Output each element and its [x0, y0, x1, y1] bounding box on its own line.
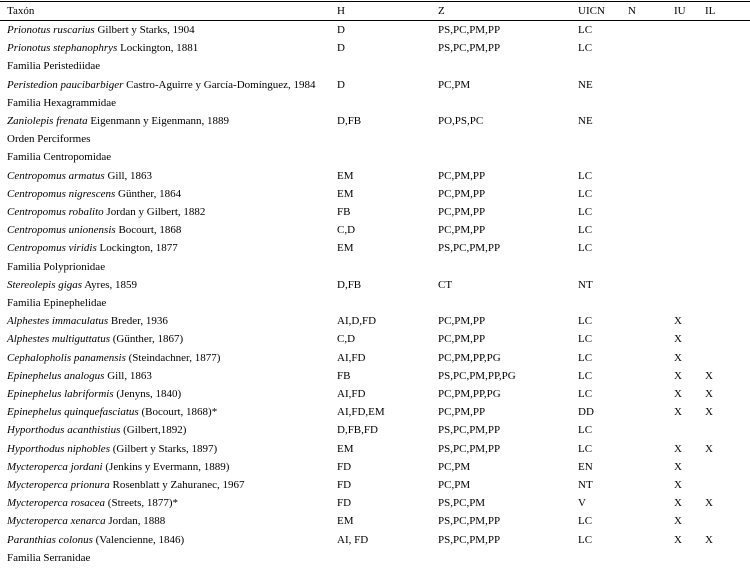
taxon-cell — [7, 221, 181, 239]
group-row — [0, 148, 750, 166]
species-name: Epinephelus analogus — [7, 369, 105, 382]
species-name: Cephalopholis panamensis — [7, 351, 126, 364]
header-n: N — [628, 5, 636, 17]
habitat-cell: C,D — [337, 224, 356, 237]
author-citation: (Streets, 1877)* — [107, 497, 179, 510]
group-label: Familia Centropomidae — [7, 151, 112, 164]
habitat-cell: FD — [337, 497, 352, 510]
habitat-cell: D — [337, 42, 345, 55]
table-row — [0, 312, 750, 330]
uicn-cell: LC — [578, 169, 593, 182]
iu-cell: X — [674, 460, 682, 473]
author-citation: Castro-Aguirre y García-Domínguez, 1984 — [126, 78, 316, 91]
species-name: Prionotus stephanophrys — [7, 42, 118, 55]
taxon-cell — [7, 312, 168, 330]
group-row — [0, 258, 750, 276]
zone-cell: PS,PC,PM,PP — [438, 42, 501, 55]
species-name: Prionotus ruscarius — [7, 24, 95, 36]
table-row — [0, 39, 750, 57]
habitat-cell: AI,FD — [337, 388, 366, 400]
table-row — [0, 167, 750, 185]
zone-cell: PC,PM — [438, 479, 471, 491]
species-name: Epinephelus quinquefasciatus — [7, 406, 139, 419]
author-citation: Gill, 1863 — [107, 169, 153, 182]
zone-cell: PS,PC,PM,PP — [438, 442, 501, 455]
author-citation: Eigenmann y Eigenmann, 1889 — [90, 115, 230, 127]
species-name: Centropomus viridis — [7, 242, 97, 255]
habitat-cell: AI, FD — [337, 533, 369, 546]
table-row — [0, 221, 750, 239]
zone-cell: PC,PM — [438, 460, 471, 473]
uicn-cell: LC — [578, 224, 593, 237]
zone-cell: PC,PM,PP,PG — [438, 388, 501, 400]
iu-cell: X — [674, 497, 682, 510]
group-label: Familia Polyprionidae — [7, 260, 106, 273]
species-name: Alphestes multiguttatus — [7, 333, 110, 346]
species-name: Centropomus nigrescens — [7, 187, 116, 200]
zone-cell: PC,PM,PP — [438, 315, 486, 328]
iu-cell: X — [674, 533, 682, 546]
zone-cell: PS,PC,PM,PP — [438, 533, 501, 546]
taxon-cell — [7, 330, 183, 348]
uicn-cell: LC — [578, 206, 593, 218]
taxon-cell — [7, 458, 229, 476]
table-row — [0, 531, 750, 549]
taxon-cell — [7, 476, 244, 494]
taxon-cell — [7, 531, 184, 549]
iu-cell: X — [674, 333, 682, 346]
iu-cell: X — [674, 351, 682, 364]
uicn-cell: DD — [578, 406, 594, 419]
author-citation: Günther, 1864 — [118, 187, 182, 200]
author-citation: (Valencienne, 1846) — [95, 533, 185, 546]
uicn-cell: LC — [578, 515, 593, 528]
table-row — [0, 403, 750, 421]
iu-cell: X — [674, 369, 682, 382]
author-citation: (Bocourt, 1868)* — [141, 406, 218, 419]
author-citation: Rosenblatt y Zahuranec, 1967 — [112, 479, 245, 491]
habitat-cell: EM — [337, 169, 354, 182]
table-row — [0, 203, 750, 221]
table-row — [0, 276, 750, 294]
table-row — [0, 512, 750, 530]
iu-cell: X — [674, 479, 682, 491]
habitat-cell: AI,D,FD — [337, 315, 377, 328]
taxon-cell — [7, 349, 220, 367]
habitat-cell: EM — [337, 187, 354, 200]
author-citation: Jordan, 1888 — [108, 515, 166, 528]
species-name: Centropomus armatus — [7, 169, 105, 182]
uicn-cell: EN — [578, 460, 593, 473]
habitat-cell: C,D — [337, 333, 356, 346]
table-row — [0, 440, 750, 458]
uicn-cell: LC — [578, 315, 593, 328]
header-z: Z — [438, 5, 445, 17]
table-row — [0, 185, 750, 203]
taxon-cell — [7, 440, 217, 458]
author-citation: Breder, 1936 — [110, 315, 168, 328]
group-row — [0, 130, 750, 148]
group-row — [0, 94, 750, 112]
table-row — [0, 349, 750, 367]
header-taxon: Taxón — [7, 5, 35, 17]
uicn-cell: LC — [578, 388, 593, 400]
header-h: H — [337, 5, 345, 17]
zone-cell: PS,PC,PM,PP — [438, 424, 501, 437]
zone-cell: PC,PM,PP — [438, 206, 486, 218]
table-row — [0, 76, 750, 94]
species-name: Centropomus unionensis — [7, 224, 116, 237]
group-label: Familia Hexagrammidae — [7, 96, 117, 109]
taxon-cell — [7, 76, 316, 94]
header-il: IL — [705, 5, 716, 17]
taxon-cell — [7, 385, 181, 403]
iu-cell: X — [674, 515, 682, 528]
il-cell: X — [705, 369, 713, 382]
group-label: Familia Peristediidae — [7, 60, 101, 73]
species-name: Hyporthodus acanthistius — [7, 424, 121, 437]
zone-cell: PS,PC,PM,PP,PG — [438, 369, 516, 382]
habitat-cell: D,FB — [337, 278, 362, 291]
author-citation: (Gilbert y Starks, 1897) — [112, 442, 218, 455]
iu-cell: X — [674, 442, 682, 455]
table-row — [0, 385, 750, 403]
author-citation: Lockington, 1881 — [120, 42, 199, 55]
taxon-cell — [7, 167, 152, 185]
uicn-cell: LC — [578, 369, 593, 382]
taxon-cell — [7, 185, 181, 203]
uicn-cell: NE — [578, 115, 593, 127]
zone-cell: CT — [438, 278, 453, 291]
species-name: Centropomus robalito — [7, 206, 104, 218]
habitat-cell: EM — [337, 515, 354, 528]
table-row — [0, 239, 750, 257]
uicn-cell: LC — [578, 424, 593, 437]
uicn-cell: LC — [578, 242, 593, 255]
uicn-cell: NE — [578, 78, 593, 91]
group-label: Familia Epinephelidae — [7, 297, 107, 309]
uicn-cell: LC — [578, 351, 593, 364]
author-citation: Ayres, 1859 — [84, 278, 137, 291]
taxon-cell — [7, 112, 229, 130]
habitat-cell: D — [337, 78, 345, 91]
zone-cell: PC,PM,PP — [438, 406, 486, 419]
uicn-cell: LC — [578, 24, 593, 36]
habitat-cell: FD — [337, 479, 352, 491]
species-name: Paranthias colonus — [7, 533, 93, 546]
species-name: Zaniolepis frenata — [7, 115, 88, 127]
group-row — [0, 57, 750, 75]
uicn-cell: NT — [578, 278, 593, 291]
species-name: Epinephelus labriformis — [7, 388, 114, 400]
author-citation: Lockington, 1877 — [99, 242, 178, 255]
iu-cell: X — [674, 388, 682, 400]
author-citation: Gill, 1863 — [107, 369, 152, 382]
table-row — [0, 458, 750, 476]
uicn-cell: LC — [578, 187, 593, 200]
taxon-cell — [7, 367, 152, 385]
taxon-cell — [7, 239, 178, 257]
zone-cell: PS,PC,PM,PP — [438, 515, 501, 528]
species-name: Mycteroperca jordani — [7, 460, 103, 473]
table-header — [0, 2, 750, 20]
il-cell: X — [705, 406, 713, 419]
zone-cell: PS,PC,PM,PP — [438, 242, 501, 255]
uicn-cell: LC — [578, 533, 593, 546]
habitat-cell: AI,FD,EM — [337, 406, 385, 419]
group-label: Familia Serranidae — [7, 551, 91, 564]
taxon-cell — [7, 203, 205, 221]
habitat-cell: D,FB,FD — [337, 424, 378, 437]
table-row — [0, 112, 750, 130]
species-name: Hyporthodus niphobles — [7, 442, 110, 455]
zone-cell: PS,PC,PM — [438, 497, 486, 510]
habitat-cell: FB — [337, 369, 351, 382]
taxon-cell — [7, 421, 186, 439]
uicn-cell: LC — [578, 42, 593, 55]
zone-cell: PC,PM,PP — [438, 333, 486, 346]
zone-cell: PO,PS,PC — [438, 115, 484, 127]
author-citation: Gilbert y Starks, 1904 — [97, 24, 195, 36]
species-name: Stereolepis gigas — [7, 278, 83, 291]
iu-cell: X — [674, 406, 682, 419]
habitat-cell: EM — [337, 242, 354, 255]
author-citation: Bocourt, 1868 — [118, 224, 182, 237]
il-cell: X — [705, 442, 713, 455]
group-row — [0, 549, 750, 567]
species-name: Peristedion paucibarbiger — [7, 78, 124, 91]
zone-cell: PC,PM,PP — [438, 224, 486, 237]
species-name: Mycteroperca xenarca — [7, 515, 106, 528]
zone-cell: PC,PM,PP — [438, 187, 486, 200]
header-uicn: UICN — [578, 5, 605, 17]
species-name: Alphestes immaculatus — [7, 315, 109, 328]
author-citation: (Gilbert,1892) — [123, 424, 187, 437]
table-row — [0, 367, 750, 385]
group-row — [0, 294, 750, 312]
iu-cell: X — [674, 315, 682, 328]
taxon-cell — [7, 494, 178, 512]
taxon-cell — [7, 21, 195, 39]
author-citation: (Steindachner, 1877) — [128, 351, 221, 364]
zone-cell: PC,PM,PP — [438, 169, 486, 182]
il-cell: X — [705, 388, 713, 400]
habitat-cell: D — [337, 24, 345, 36]
table-row — [0, 476, 750, 494]
taxon-cell — [7, 276, 137, 294]
habitat-cell: FD — [337, 460, 352, 473]
author-citation: (Jenyns, 1840) — [116, 388, 182, 400]
uicn-cell: NT — [578, 479, 593, 491]
habitat-cell: FB — [337, 206, 351, 218]
author-citation: (Günther, 1867) — [112, 333, 184, 346]
taxon-cell — [7, 39, 198, 57]
il-cell: X — [705, 497, 713, 510]
species-name: Mycteroperca prionura — [7, 479, 110, 491]
uicn-cell: LC — [578, 442, 593, 455]
uicn-cell: LC — [578, 333, 593, 346]
table-row — [0, 21, 750, 39]
taxon-cell — [7, 403, 217, 421]
il-cell: X — [705, 533, 713, 546]
habitat-cell: EM — [337, 442, 354, 455]
header-iu: IU — [674, 5, 686, 17]
habitat-cell: D,FB — [337, 115, 362, 127]
table-row — [0, 330, 750, 348]
author-citation: (Jenkins y Evermann, 1889) — [105, 460, 230, 473]
taxon-cell — [7, 512, 165, 530]
species-name: Mycteroperca rosacea — [7, 497, 106, 510]
zone-cell: PS,PC,PM,PP — [438, 24, 501, 36]
table-row — [0, 421, 750, 439]
zone-cell: PC,PM — [438, 78, 471, 91]
habitat-cell: AI,FD — [337, 351, 366, 364]
author-citation: Jordan y Gilbert, 1882 — [106, 206, 206, 218]
table-row — [0, 494, 750, 512]
group-label: Orden Perciformes — [7, 133, 91, 146]
zone-cell: PC,PM,PP,PG — [438, 351, 501, 364]
uicn-cell: V — [578, 497, 586, 510]
